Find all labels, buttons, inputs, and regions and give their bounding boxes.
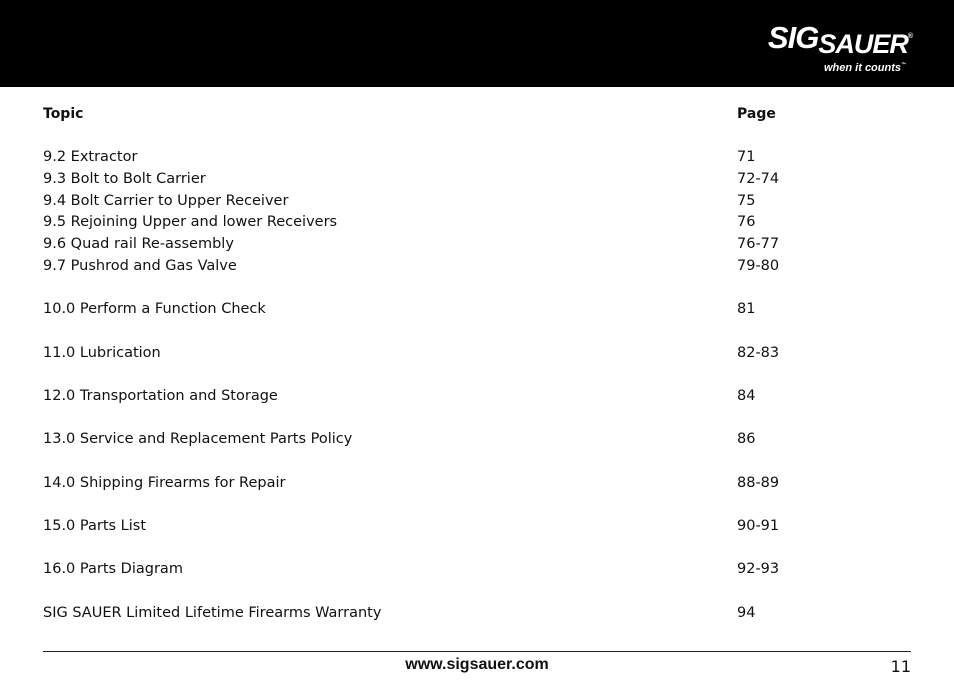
toc-spacer: [43, 321, 911, 343]
toc-entry: [43, 603, 911, 625]
toc-spacer: [43, 494, 911, 516]
toc-entry: [43, 191, 911, 213]
toc-spacer: [43, 451, 911, 473]
logo-registered-mark: ®: [907, 33, 912, 40]
toc-header-row: [43, 104, 911, 126]
toc-entry-topic: 10.0 Perform a Function Check: [43, 301, 266, 318]
toc-entry-topic: SIG SAUER Limited Lifetime Firearms Warranty: [43, 604, 382, 621]
toc-entry-page: 88-89: [737, 474, 780, 491]
toc-entry-topic: 9.7 Pushrod and Gas Valve: [43, 257, 237, 274]
logo-tagline-text: when it counts: [824, 62, 901, 74]
toc-entry-topic: 12.0 Transportation and Storage: [43, 387, 278, 404]
toc-entry: [43, 473, 911, 495]
toc-entry-page: 90-91: [737, 518, 780, 535]
toc-entry-page: 86: [737, 431, 756, 448]
toc-entry-page: 76-77: [737, 236, 780, 253]
toc-entry: [43, 147, 911, 169]
toc-entry-page: 94: [737, 604, 756, 621]
toc-entry-page: 75: [737, 192, 756, 209]
toc-spacer: [43, 278, 911, 300]
toc-entry: [43, 299, 911, 321]
footer-website: www.sigsauer.com: [405, 656, 549, 673]
toc-entry: [43, 212, 911, 234]
toc-entry-page: 71: [737, 149, 756, 166]
toc-entry: [43, 234, 911, 256]
toc-entry-page: 72-74: [737, 171, 780, 188]
logo-tagline: [824, 62, 906, 74]
toc-entry-topic: 13.0 Service and Replacement Parts Policy: [43, 431, 353, 448]
toc-heading-topic: Topic: [43, 106, 84, 122]
toc-entry: [43, 169, 911, 191]
toc-entry-topic: 9.5 Rejoining Upper and lower Receivers: [43, 214, 338, 231]
toc-entry-topic: 14.0 Shipping Firearms for Repair: [43, 474, 286, 491]
toc-entry-page: 79-80: [737, 257, 780, 274]
table-of-contents: [43, 104, 911, 625]
toc-entry-topic: 9.2 Extractor: [43, 149, 138, 166]
sig-sauer-logo: [767, 20, 912, 78]
toc-entry-page: 84: [737, 387, 756, 404]
toc-heading-page: Page: [737, 106, 776, 122]
toc-entry-topic: 9.4 Bolt Carrier to Upper Receiver: [43, 192, 289, 209]
toc-entry-topic: 9.6 Quad rail Re-assembly: [43, 236, 234, 253]
toc-entry-topic: 16.0 Parts Diagram: [43, 561, 183, 578]
logo-wordmark: [767, 20, 912, 59]
toc-entry: [43, 559, 911, 581]
toc-entry-topic: 9.3 Bolt to Bolt Carrier: [43, 171, 206, 188]
logo-sig: SIG: [767, 20, 819, 55]
footer-divider: [43, 651, 911, 652]
toc-entry-topic: 15.0 Parts List: [43, 518, 147, 535]
toc-entry-topic: 11.0 Lubrication: [43, 344, 161, 361]
toc-entry-page: 81: [737, 301, 756, 318]
toc-spacer: [43, 364, 911, 386]
page-number: 11: [890, 657, 911, 676]
toc-entry: [43, 343, 911, 365]
toc-entry-page: 82-83: [737, 344, 780, 361]
logo-sauer: SAUER: [818, 29, 908, 59]
toc-spacer: [43, 126, 911, 148]
toc-entry: [43, 516, 911, 538]
toc-entry: [43, 256, 911, 278]
toc-entry: [43, 429, 911, 451]
header-bar: [0, 0, 954, 87]
toc-entry-page: 76: [737, 214, 756, 231]
toc-entry: [43, 386, 911, 408]
toc-spacer: [43, 408, 911, 430]
toc-spacer: [43, 538, 911, 560]
logo-trademark: ™: [901, 62, 906, 68]
toc-spacer: [43, 581, 911, 603]
toc-entry-page: 92-93: [737, 561, 780, 578]
